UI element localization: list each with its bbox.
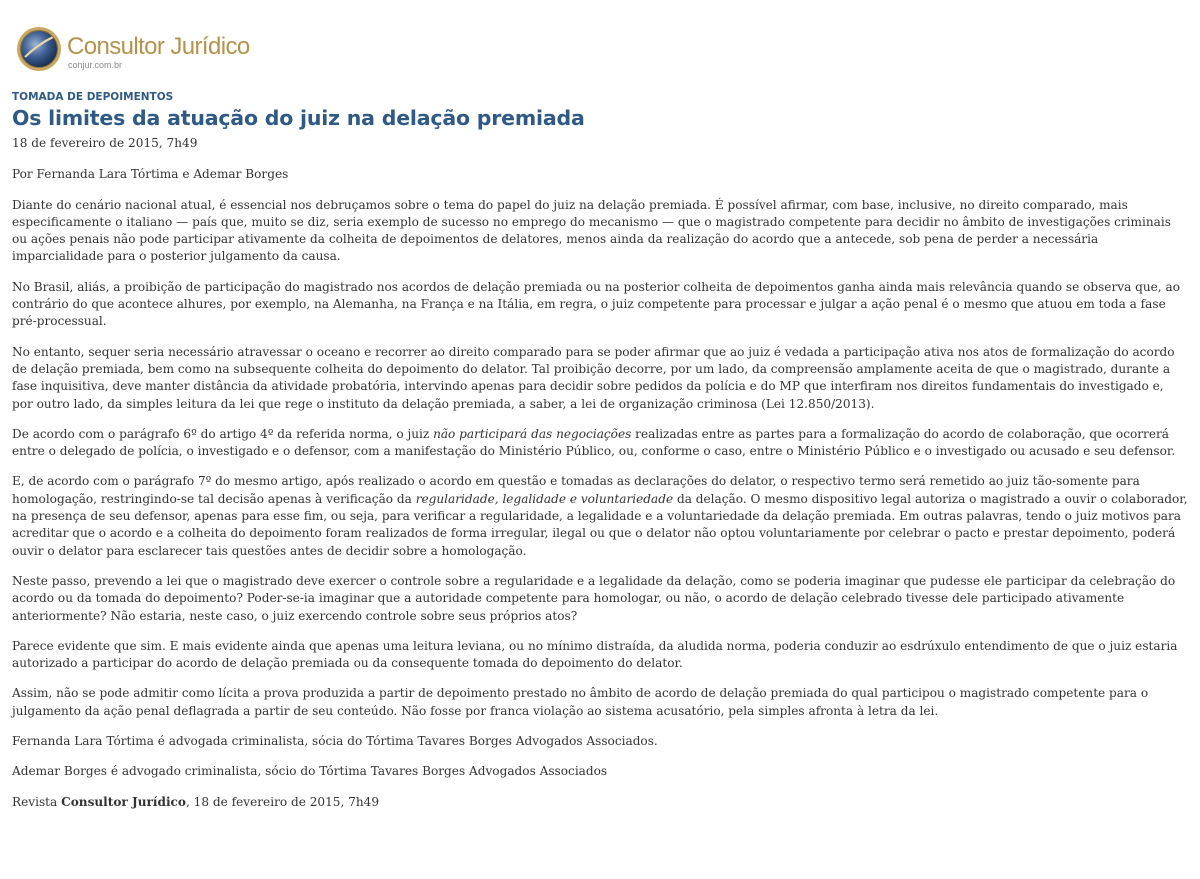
source-line [12, 794, 1188, 811]
paragraph-text: E, de acordo com o parágrafo 7º do mesmo artigo, após realizado o acordo em questão e tomadas as declarações do delator, o respectivo termo será remetido ao juiz tão-somente para homologação, restringindo-se tal decisão apenas à verificação da [12, 474, 1140, 506]
paragraph-article-4 [12, 426, 1188, 461]
paragraph: Diante do cenário nacional atual, é essencial nos debruçamos sobre o tema do papel do juiz na delação premiada. É possível afirmar, com base, inclusive, no direito comparado, mais especificamente o italiano — país que, muito se diz, seria exemplo de sucesso no emprego do mecanismo — que o magistrado competente para decidir no âmbito de investigações criminais ou ações penais não pode participar ativamente da colheita de depoimentos de delatores, menos ainda da realização do acordo que a antecede, sob pena de perder a necessária imparcialidade para o posterior julgamento da causa. [12, 197, 1171, 264]
article-title: Os limites da atuação do juiz na delação premiada [12, 106, 585, 130]
paragraph: Assim, não se pode admitir como lícita a prova produzida a partir de depoimento prestado no âmbito de acordo de delação premiada do qual participou o magistrado competente para o julgamento da ação penal deflagrada a partir de seu conteúdo. Não fosse por franca violação ao sistema acusatório, pela simples afronta à letra da lei. [12, 686, 1149, 718]
section-label[interactable]: TOMADA DE DEPOIMENTOS [12, 91, 174, 103]
paragraph: No entanto, sequer seria necessário atravessar o oceano e recorrer ao direito comparado para se poder afirmar que ao juiz é vedada a participação ativa nos atos de formalização do acordo de delação premiada, bem como na subsequente colheita do depoimento do delator. Tal proibição decorre, por um lado, da compreensão amplamente aceita de que o magistrado, durante a fase inquisitiva, deve manter distância da atividade probatória, intervindo apenas para decidir sobre pedidos da polícia e do MP que interfiram nos direitos fundamentais do investigado e, por outro lado, da simples leitura da lei que rege o instituto da delação premiada, a saber, a lei de organização criminosa (Lei 12.850/2013). [12, 344, 1175, 411]
paragraph-article-7 [12, 473, 1188, 559]
paragraph-emphasis: não participará das negociações [433, 426, 632, 441]
article-date: 18 de fevereiro de 2015, 7h49 [12, 136, 198, 150]
site-logo[interactable] [15, 24, 250, 74]
source-publication: Consultor Jurídico [61, 794, 186, 809]
paragraph: Parece evidente que sim. E mais evidente ainda que apenas uma leitura leviana, ou no mínimo distraída, da aludida norma, poderia conduzir ao esdrúxulo entendimento de que o juiz estaria autorizado a participar do acordo de delação premiada ou da consequente tomada do depoimento do delator. [12, 638, 1178, 671]
author-bio: Fernanda Lara Tórtima é advogada criminalista, sócia do Tórtima Tavares Borges Advogados Associados. [12, 734, 658, 749]
source-prefix: Revista [12, 794, 62, 809]
paragraph: No Brasil, aliás, a proibição de participação do magistrado nos acordos de delação premiada ou na posterior colheita de depoimentos ganha ainda mais relevância quando se observa que, ao contrário do que acontece alhures, por exemplo, na Alemanha, na França e na Itália, em regra, o juiz competente para processar e julgar a ação penal é o mesmo que atuou em toda a fase pré-processual. [12, 279, 1180, 329]
site-name: Consultor Jurídico [67, 33, 250, 60]
paragraph-text: De acordo com o parágrafo 6º do artigo 4º da referida norma, o juiz [12, 426, 434, 441]
article [12, 91, 1188, 811]
paragraph: Neste passo, prevendo a lei que o magistrado deve exercer o controle sobre a regularidade e a legalidade da delação, como se poderia imaginar que pudesse ele participar da celebração do acordo ou da tomada do depoimento? Poder-se-ia imaginar que a autoridade competente para homologar, ou não, o acordo de delação celebrado tivesse dele participado ativamente anteriormente? Não estaria, neste caso, o juiz exercendo controle sobre seus próprios atos? [12, 573, 1176, 623]
author-bio: Ademar Borges é advogado criminalista, sócio do Tórtima Tavares Borges Advogados Associados [12, 764, 608, 779]
globe-logo-icon [15, 25, 63, 73]
source-date: , 18 de fevereiro de 2015, 7h49 [185, 794, 380, 809]
article-byline: Por Fernanda Lara Tórtima e Ademar Borges [12, 167, 289, 182]
paragraph-text: realizadas entre as partes para a formalização do acordo de colaboração, que ocorrerá entre o delegado de polícia, o investigado e o defensor, com a manifestação do Ministério Público, ou, conforme o caso, entre o Ministério Público e o investigado ou acusado e seu defensor. [12, 426, 1176, 459]
site-url: conjur.com.br [68, 60, 123, 70]
paragraph-text: da delação. O mesmo dispositivo legal autoriza o magistrado a ouvir o colaborador, na presença de seu defensor, apenas para esse fim, ou seja, para verificar a regularidade, a legalidade e a voluntariedade da delação premiada. Em outras palavras, tendo o juiz motivos para acreditar que o acordo e a colheita do depoimento foram realizados de forma irregular, ilegal ou que o delator não optou voluntariamente por celebrar o pacto e prestar depoimento, poderá ouvir o delator para esclarecer tais questões antes de decidir sobre a homologação. [12, 491, 1188, 558]
paragraph-emphasis: regularidade, legalidade e voluntariedade [415, 491, 674, 506]
